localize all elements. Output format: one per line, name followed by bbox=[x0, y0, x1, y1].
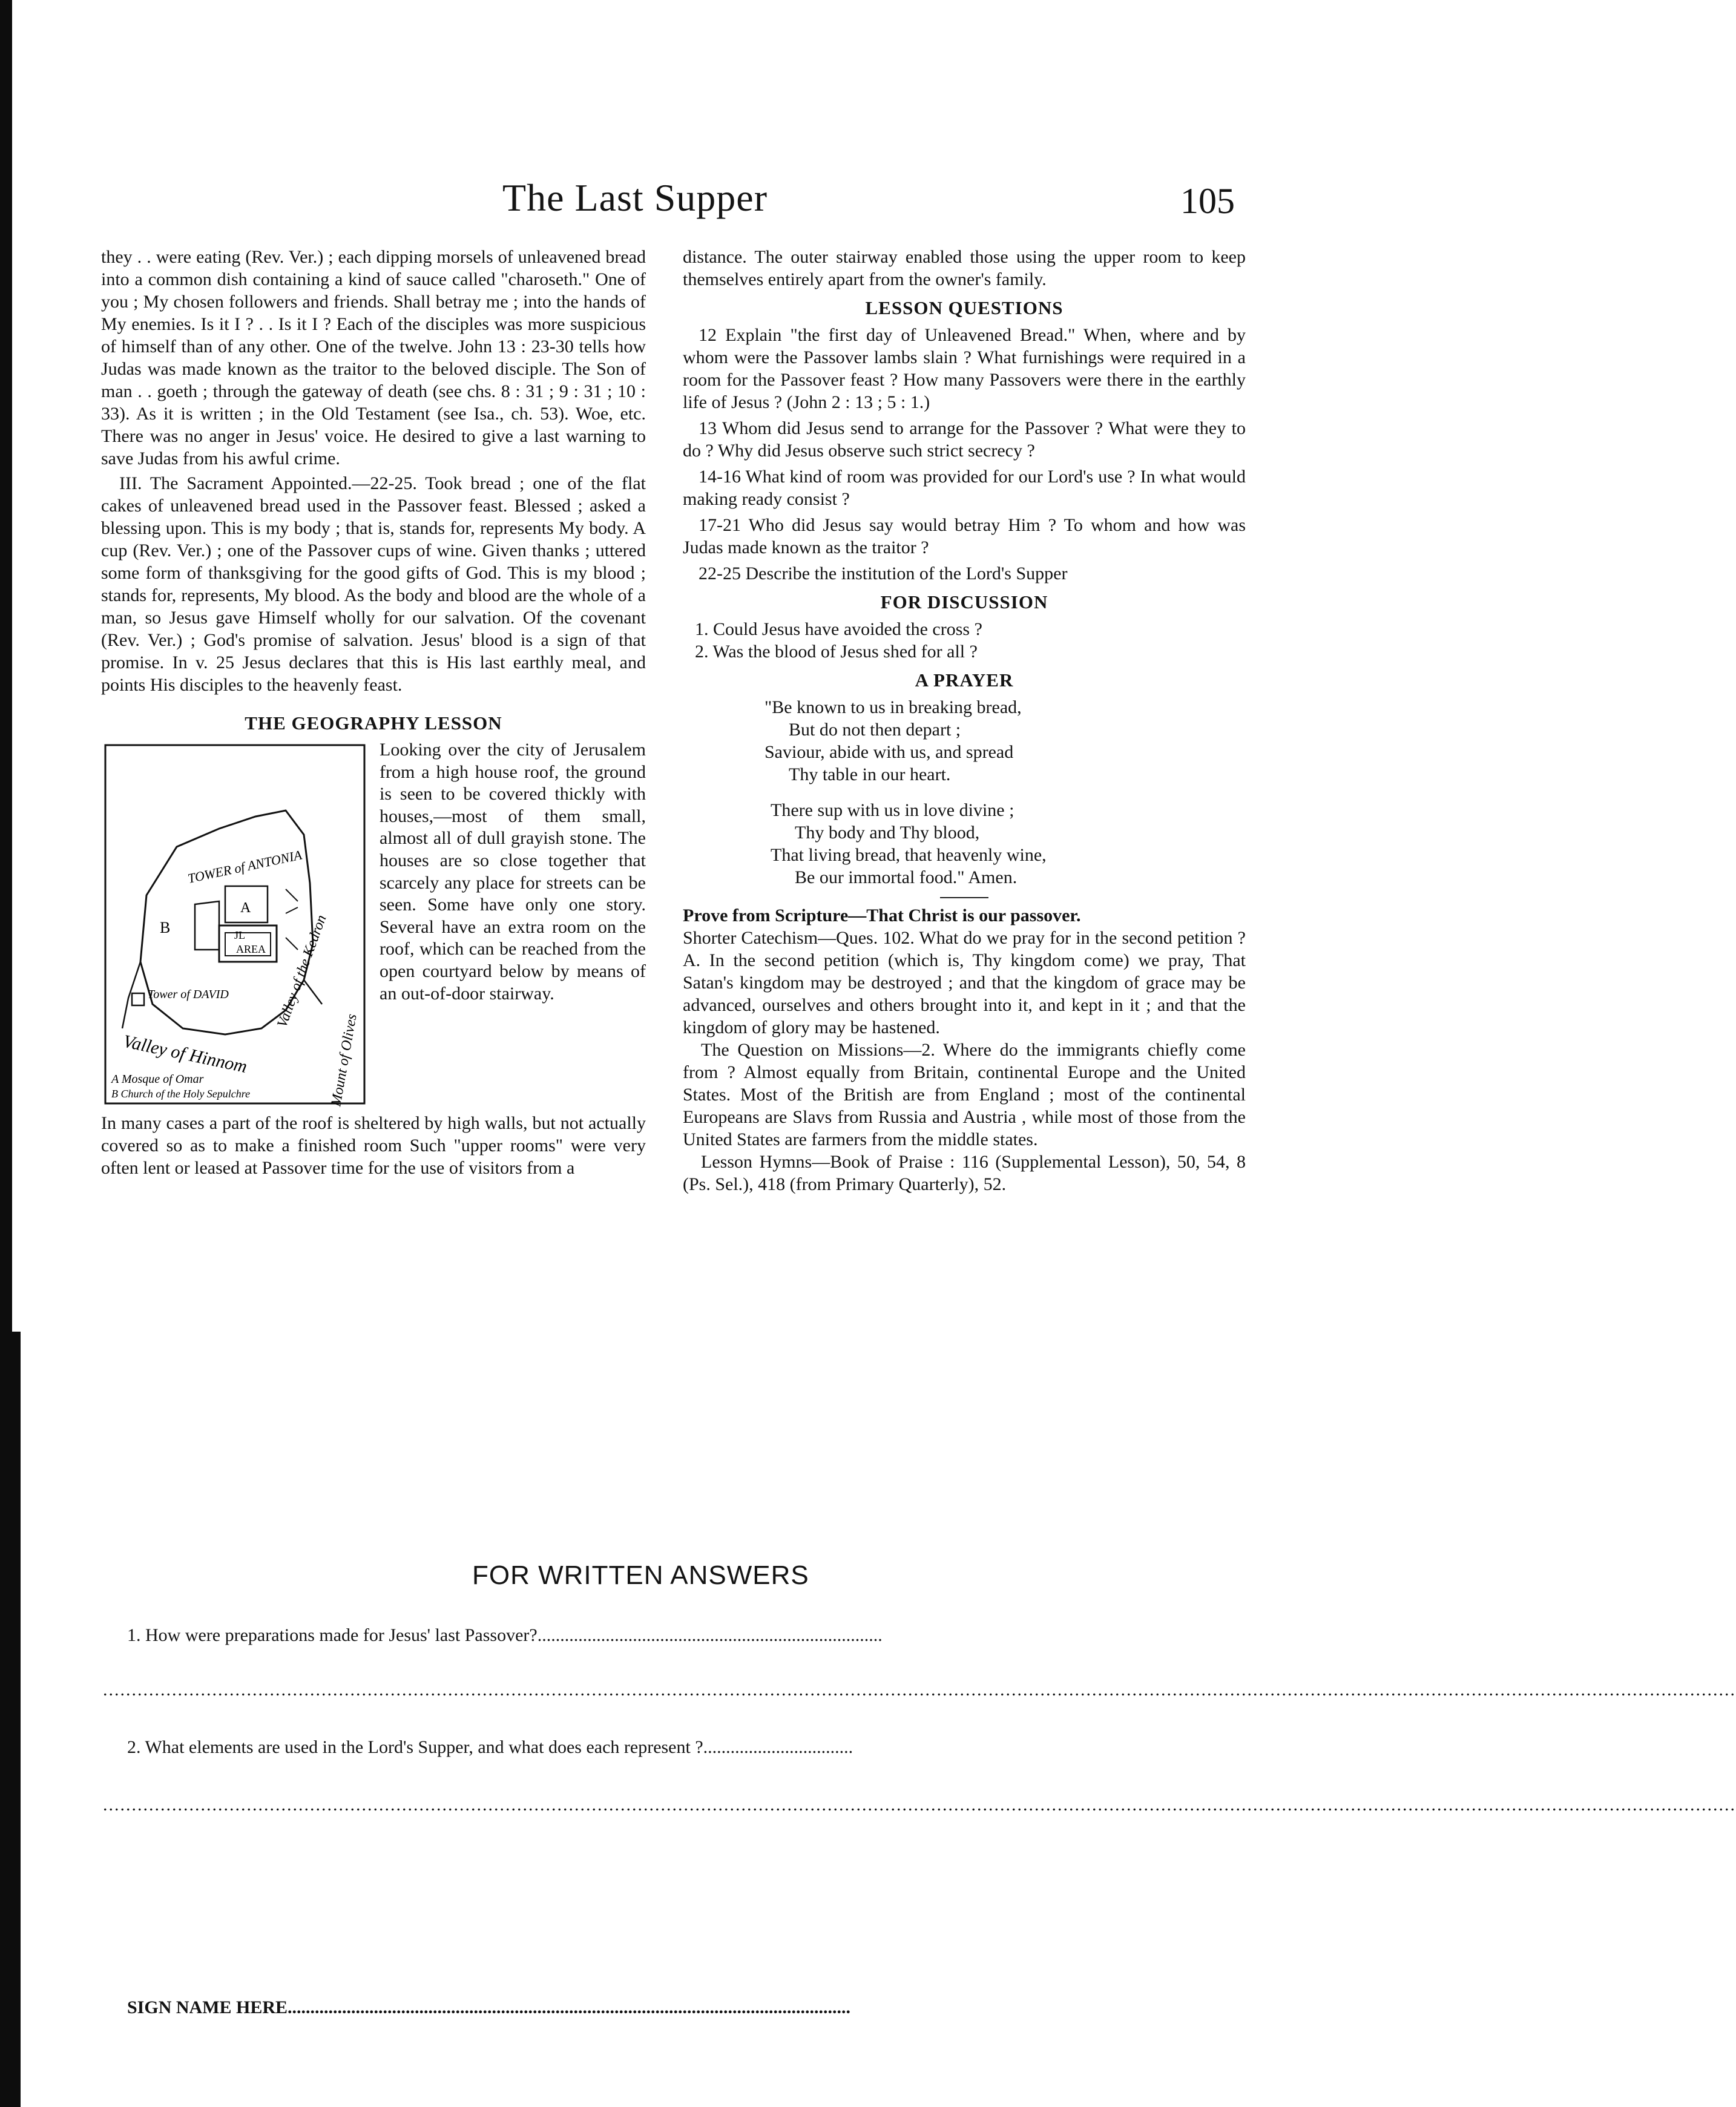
map-label-hinnom: Valley of Hinnom bbox=[121, 1031, 249, 1077]
prayer-line: "Be known to us in breaking bread, bbox=[764, 697, 1022, 717]
written-question-2-text: 2. What elements are used in the Lord's Supper, and what does each represent ? bbox=[127, 1737, 703, 1757]
discussion-item-1: 1. Could Jesus have avoided the cross ? bbox=[695, 619, 982, 639]
geography-text: Looking over the city of Jerusalem from a high house roof, the ground is seen to be covered thickly with houses,—most of them small, almost all of dull grayish stone. The houses are so close together that scarcely any place for streets can be seen. Some have only one story. Several have an extra room on the roof, which can be reached from the open courtyard below by means of an out-of-door stairway. bbox=[380, 740, 646, 1004]
signature-dots: ............................................................................................................................ bbox=[288, 1997, 851, 2017]
answer-dots: ............................................................................ bbox=[537, 1625, 883, 1645]
distance-paragraph: distance. The outer stairway enabled those using the upper room to keep themselves entirely apart from the owner's family. bbox=[683, 247, 1246, 289]
lesson-hymns: Lesson Hymns—Book of Praise : 116 (Supplemental Lesson), 50, 54, 8 (Ps. Sel.), 418 (from Primary Quarterly), 52. bbox=[683, 1152, 1246, 1194]
prayer-line: There sup with us in love divine ; bbox=[771, 800, 1014, 820]
written-question-1 bbox=[127, 1625, 883, 1646]
map-label-b: B bbox=[160, 919, 171, 936]
shorter-catechism: Shorter Catechism—Ques. 102. What do we pray for in the second petition ? A. In the second petition (which is, Thy kingdom come) we pray, That Satan's kingdom may be destroyed ; and that the kingdom of grace may be advanced, ourselves and others brought into it, and kept in it ; and that the kingdom of glory may be hastened. bbox=[683, 928, 1246, 1037]
prayer-line: Saviour, abide with us, and spread bbox=[764, 742, 1014, 762]
answer-dots: ................................. bbox=[703, 1737, 853, 1757]
map-label-jl: JL bbox=[234, 929, 245, 941]
prayer-line: Thy body and Thy blood, bbox=[795, 823, 980, 843]
question-12: 12 Explain "the first day of Unleavened Bread." When, where and by whom were the Passover lambs slain ? What furnishings were required in a room for the Passover feast ? How many Passovers were there in the earthly life of Jesus ? (John 2 : 13 ; 5 : 1.) bbox=[683, 325, 1246, 412]
answer-line-1[interactable]: ............................................................................................................................................................................................................................................................................................ bbox=[103, 1680, 1736, 1700]
question-22-25: 22-25 Describe the institution of the Lord's Supper bbox=[699, 564, 1068, 583]
map-label-area: AREA bbox=[236, 943, 266, 955]
prayer-line: Be our immortal food." Amen. bbox=[795, 867, 1018, 887]
map-label-olives: Mount of Olives bbox=[328, 1013, 360, 1108]
prayer-line: That living bread, that heavenly wine, bbox=[771, 845, 1047, 865]
prayer-line: But do not then depart ; bbox=[789, 720, 961, 740]
sacrament-paragraph: III. The Sacrament Appointed.—22-25. Took bread ; one of the flat cakes of unleavened bread used in the Passover feast. Blessed ; asked a blessing upon. This is my body ; that is, stands for, represents My body. A cup (Rev. Ver.) ; one of the Passover cups of wine. Given thanks ; uttered some form of thanksgiving for the good gifts of God. This is my blood ; stands for, represents, My blood. As the body and blood are the whole of a man, so Jesus gave Himself wholly for our salvation. Of the covenant (Rev. Ver.) ; God's promise of salvation. Jesus' blood is a sign of that promise. In v. 25 Jesus declares that this is His last earthly meal, and points His disciples to the heavenly feast. bbox=[101, 473, 646, 695]
jerusalem-map bbox=[104, 744, 366, 1108]
running-title: The Last Supper bbox=[502, 176, 768, 219]
page-edge-shadow-lower bbox=[0, 1332, 21, 2107]
question-14-16: 14-16 What kind of room was provided for our Lord's use ? In what would making ready consist ? bbox=[683, 467, 1246, 509]
map-label-kedron: Valley of the Kedron bbox=[274, 913, 330, 1030]
map-label-tower-david: Tower of DAVID bbox=[148, 988, 229, 1001]
map-label-sepulchre: B Church of the Holy Sepulchre bbox=[111, 1088, 251, 1100]
discussion-item-2: 2. Was the blood of Jesus shed for all ? bbox=[695, 642, 978, 662]
prayer-line: Thy table in our heart. bbox=[789, 764, 951, 784]
map-label-omar: A Mosque of Omar bbox=[111, 1073, 204, 1086]
question-13: 13 Whom did Jesus send to arrange for the Passover ? What were they to do ? Why did Jesus observe such strict secrecy ? bbox=[683, 418, 1246, 461]
sign-name-label: SIGN NAME HERE bbox=[127, 1997, 288, 2017]
geography-heading: THE GEOGRAPHY LESSON bbox=[245, 712, 502, 734]
lesson-questions-heading: LESSON QUESTIONS bbox=[865, 297, 1064, 318]
prove-from-scripture: Prove from Scripture—That Christ is our passover. bbox=[683, 906, 1081, 925]
written-question-1-text: 1. How were preparations made for Jesus' last Passover? bbox=[127, 1625, 538, 1645]
written-answers-heading: FOR WRITTEN ANSWERS bbox=[472, 1560, 809, 1590]
prayer-poem bbox=[683, 696, 1246, 889]
discussion-heading: FOR DISCUSSION bbox=[880, 591, 1048, 613]
geography-text-continued: In many cases a part of the roof is sheltered by high walls, but not actually covered so as to make a finished room Such "upper rooms" were very often lent or leased at Passover time for the use of visitors from a bbox=[101, 1113, 646, 1178]
left-column bbox=[101, 246, 646, 1179]
geography-section bbox=[101, 739, 646, 1175]
question-17-21: 17-21 Who did Jesus say would betray Him ? To whom and how was Judas made known as the traitor ? bbox=[683, 515, 1246, 557]
page-number: 105 bbox=[1180, 181, 1235, 221]
commentary-paragraph: they . . were eating (Rev. Ver.) ; each dipping morsels of unleavened bread into a common dish containing a kind of sauce called "charoseth." One of you ; My chosen followers and friends. Shall betray me ; into the hands of My enemies. Is it I ? . . Is it I ? Each of the disciples was more suspicious of himself than of any other. One of the twelve. John 13 : 23-30 tells how Judas was made known as the traitor to the beloved disciple. The Son of man . . goeth ; through the gateway of death (see chs. 8 : 31 ; 9 : 31 ; 10 : 33). As it is written ; in the Old Testament (see Isa., ch. 53). Woe, etc. There was no anger in Jesus' voice. He desired to give a last warning to save Judas from his awful crime. bbox=[101, 247, 646, 468]
map-label-a: A bbox=[240, 900, 251, 916]
prayer-heading: A PRAYER bbox=[915, 669, 1014, 691]
section-divider bbox=[940, 897, 988, 898]
right-column bbox=[683, 246, 1246, 1195]
missions-question: The Question on Missions—2. Where do the immigrants chiefly come from ? Almost equally from Britain, continental Europe and the United States. Most of the British are from England ; most of the continental Europeans are Slavs from Russia and Austria , while most of those from the United States are farmers from the middle states. bbox=[683, 1040, 1246, 1149]
sign-name-line[interactable] bbox=[127, 1997, 850, 2018]
written-question-2 bbox=[127, 1737, 853, 1758]
map-label-tower-antonia: TOWER of ANTONIA bbox=[186, 847, 303, 886]
answer-line-2[interactable]: ............................................................................................................................................................................................................................................................................................ bbox=[103, 1795, 1736, 1815]
